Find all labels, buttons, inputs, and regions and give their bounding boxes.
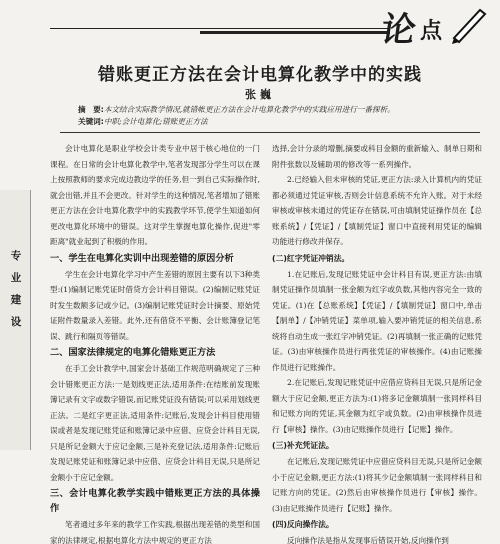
- sidebar-char: 设: [10, 316, 22, 328]
- article-author: 张巍: [245, 88, 275, 101]
- body-paragraph: 在手工会计教学中,国家会计基础工作规范明确规定了三种会计错账更正方法:一是划线更正法,适用条件:在结账前发现账簿记录有文字或数字错误,而记账凭证没有错误;可以采用划线更正法。二是红字更正法,适用条件:记账后,发现会计科目使用错误或者是发现记账凭证和账簿记录中应借、应贷会计科目无误,只是所记金额大于应记金额,三是补充登记法,适用条件:记账后发现记账凭证和账簿记录中应借、应贷会计科目无误,只是所记金额小于应记金额。: [50, 364, 260, 482]
- sidebar-char: 业: [10, 272, 22, 284]
- section-heading-3: 三、会计电算化教学实践中错账更正方法的具体操作: [50, 488, 260, 514]
- section-heading-1: 一、学生在电算化实训中出现差错的原因分析: [50, 252, 234, 264]
- subsection-heading: (四)反向操作法。: [272, 520, 334, 529]
- intro-paragraph: 会计电算化是职业学校会计类专业中居于核心地位的一门课程。在日常的会计电算化教学中,笔者发现部分学生可以在课上按照教师的要求完成边教边学的任务,但一到自己实际操作时,就会出错,并且不会更改。针对学生的这种情况,笔者增加了错账更正方法在会计电算化教学中的实践教学环节,使学生知道如何更改电算化环境中的错误。这对学生掌握电算化操作,促进"零距离"就业起到了积极的作用。: [50, 144, 260, 246]
- keywords-text: 中职;会计电算化;错账更正方法: [103, 117, 208, 126]
- abstract-line: [78, 104, 473, 116]
- article-title: 错账更正方法在会计电算化教学中的实践: [98, 65, 422, 85]
- body-paragraph: 2.在记账后,发现记账凭证中应借应贷科目无误,只是所记金额大于应记金额,更正方法为:(1)将多记金额填制一张同样科目和记账方向的凭证,其金额为红字或负数。(2)由审核操作员进行【审核】操作。(3)由记账操作员进行【记账】操作。: [272, 378, 482, 434]
- section-heading-2: 二、国家法律规定的电算化错账更正方法: [50, 347, 216, 358]
- body-paragraph: 反向操作法是指从发现事后错误开始,反向操作到: [287, 536, 449, 544]
- body-paragraph: 1.在记账后,发现记账凭证中会计科目有误,更正方法:由填制凭证操作员填制一张金额为红字或负数,其他内容完全一致的凭证。(1)在【总账系统】【凭证】/【填制凭证】窗口中,单击【制单】/【冲销凭证】菜单项,输入要冲销凭证的相关信息,系统将自动生成一张红字冲销凭证。(2)再填制一张正确的记账凭证。(3)由审核操作员进行两张凭证的审核操作。(4)由记账操作员进行记账操作。: [272, 269, 482, 372]
- subsection-heading: (二)红字凭证冲销法。: [272, 253, 350, 263]
- body-paragraph: 学生在会计电算化学习中产生差错的原因主要有以下3种类型:(1)编制记账凭证时借贷方会计科目错误。(2)编制记账凭证时发生数额多记或少记。(3)编制记账凭证时会计摘要、原始凭证附件数量录入差错。此外,还有借贷不平衡、会计账簿登记笔误、跳行和隔页等错误。: [50, 269, 260, 341]
- sidebar-char: 建: [10, 294, 22, 306]
- pen-icon: [450, 4, 490, 44]
- abstract-text: 本文结合实际教学情况,就错帐更正方法在会计电算化教学中的实践应用进行一番探析。: [103, 105, 395, 114]
- right-column: [272, 141, 482, 544]
- body-paragraph: 笔者通过多年来的教学工作实践,根据出现差错的类型和国家的法律规定,根据电算化方法中规定的更正方法: [50, 520, 260, 544]
- abstract-label: 摘 要:: [78, 105, 104, 114]
- sidebar-char: 专: [10, 250, 22, 262]
- body-paragraph: 2.已经输入但未审核的凭证,更正方法:录入计算机内的凭证都必须通过凭证审核,否则会计信息系统不允许入账。对于未经审核或审核未通过的凭证存在错误,可由填制凭证操作员在【总账系统】/【凭证】/【填制凭证】窗口中直接利用凭证的编辑功能进行修改并保存。: [272, 175, 482, 246]
- body-paragraph: 在记账后,发现记账凭证中应借应贷科目无误,只是所记金额小于应记金额,更正方法:(1)将其少记金额填制一张同样科目和记账方向的凭证。(2)然后由审核操作员进行【审核】操作。(3)由记账操作员进行【记账】操作。: [272, 457, 482, 513]
- header-rule-thick: [200, 31, 390, 34]
- body-paragraph: 选择,会计分录的增删,摘要或科目金额的重新输入、制单日期和附件张数以及辅助项的修改等一系列操作。: [272, 144, 482, 169]
- logo-char-2: 点: [420, 19, 443, 44]
- sidebar-label: [9, 245, 23, 333]
- logo-char-1: 论: [378, 10, 417, 50]
- abstract-block: [78, 104, 473, 128]
- subsection-heading: (三)补充凭证法。: [272, 441, 334, 450]
- keywords-label: 关键词:: [78, 117, 104, 126]
- left-column: [50, 141, 260, 544]
- keywords-line: [78, 116, 473, 128]
- section-logo: [378, 4, 494, 50]
- header-rule: [50, 28, 390, 29]
- abstract-separator: [60, 132, 480, 133]
